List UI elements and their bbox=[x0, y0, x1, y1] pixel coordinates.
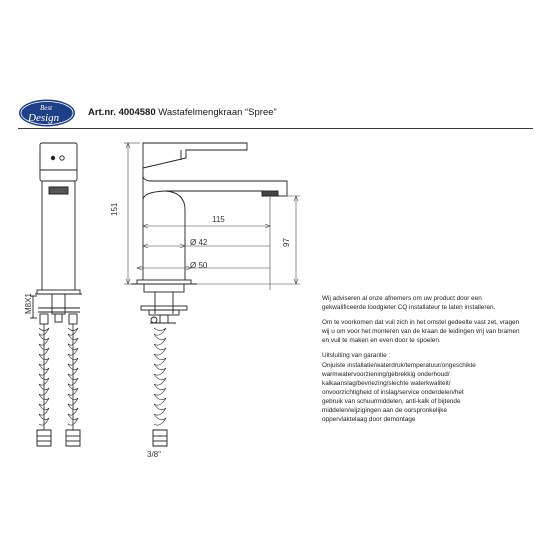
cold-indicator-icon bbox=[60, 156, 64, 160]
exclusion-line: Onjuiste installatie/waterdruk/temperatuur/ongeschikte bbox=[322, 361, 476, 369]
exclusion-line: oppervlaktelaag door demontage bbox=[322, 416, 416, 424]
hose-nut-bottom-side bbox=[153, 430, 167, 446]
product-name: Wastafelmengkraan “Spree” bbox=[158, 107, 277, 118]
warranty-exclusion-list bbox=[322, 361, 522, 425]
dim-reach-label: 115 bbox=[212, 215, 225, 224]
dim-thread-label: M8X1 bbox=[24, 293, 33, 314]
front-view bbox=[30, 143, 82, 324]
side-view bbox=[131, 143, 287, 323]
article-number: Art.nr. 4004580 bbox=[88, 107, 156, 118]
warranty-exclusion-title: Uitsluiting van garantie : bbox=[322, 352, 391, 360]
exclusion-line: gebruik van schuurmiddelen, anti-kalk of bijtende bbox=[322, 397, 461, 405]
flex-hoses-front bbox=[44, 324, 73, 430]
logo-line2: Design bbox=[28, 112, 60, 124]
logo-line1: Best bbox=[40, 104, 53, 112]
flex-hose-side bbox=[154, 328, 166, 425]
dim-diameter-50-label: Ø 50 bbox=[190, 261, 208, 270]
exclusion-line: warmwatervoorziening/gebrekkig onderhoud/ bbox=[322, 370, 450, 378]
hose-nuts-bottom-front bbox=[37, 430, 80, 446]
connector-size-label: 3/8" bbox=[147, 450, 161, 459]
exclusion-line: kalkaanslag/bevriezing/slechte waterkwaliteit/ bbox=[322, 379, 451, 387]
installation-notes bbox=[322, 294, 522, 424]
notes-paragraph-2: Om te voorkomen dat vuil zich in het omstel gedeelte vast zet, vragen wij u om voor het monteren van de kraan de leidingen vrij van bramen en vuil te maken en even door te spoelen. bbox=[322, 319, 520, 345]
notes-paragraph-1: Wij adviseren al onze afnemers om uw product door een gekwalificeerde loodgieter CQ installateur te laten installeren. bbox=[322, 295, 496, 312]
exclusion-line: onvoorzichtigheid of inslag/service onderdelen/het bbox=[322, 388, 464, 396]
dim-diameter-42-label: Ø 42 bbox=[190, 238, 208, 247]
dim-height-label: 151 bbox=[110, 202, 119, 216]
dim-outlet-height-label: 97 bbox=[282, 238, 291, 247]
exclusion-line: middelen/wijzigingen aan de oorspronkelijke bbox=[322, 407, 448, 415]
hot-indicator-icon bbox=[51, 156, 55, 160]
